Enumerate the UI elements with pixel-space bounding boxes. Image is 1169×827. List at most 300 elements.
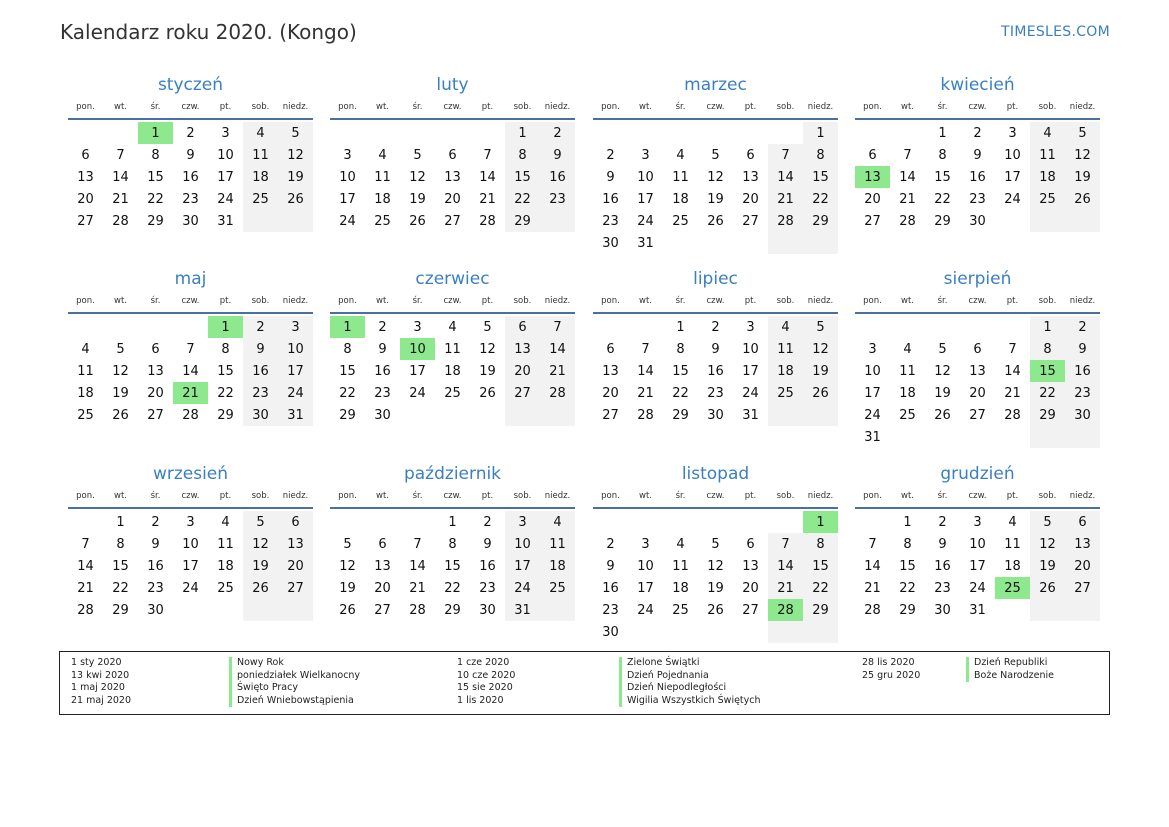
day-cell[interactable]: 9 [606,169,615,185]
day-cell[interactable]: 9 [938,536,947,552]
day-cell[interactable]: 22 [899,580,916,596]
day-cell[interactable]: 8 [676,341,685,357]
day-cell[interactable]: 19 [1030,555,1065,577]
day-cell[interactable]: 29 [672,407,689,423]
day-cell[interactable]: 26 [339,602,356,618]
day-cell[interactable]: 24 [339,213,356,229]
day-cell[interactable]: 4 [1030,122,1065,144]
day-cell[interactable]: 17 [864,385,881,401]
day-cell[interactable]: 16 [243,360,278,382]
day-cell[interactable]: 17 [505,555,540,577]
day-cell[interactable]: 8 [803,144,838,166]
day-cell[interactable]: 7 [768,144,803,166]
day-cell[interactable]: 6 [151,341,160,357]
day-cell[interactable]: 11 [217,536,234,552]
day-cell[interactable]: 16 [602,191,619,207]
day-cell[interactable]: 12 [803,338,838,360]
day-cell[interactable]: 19 [934,385,951,401]
day-cell[interactable]: 8 [343,341,352,357]
day-cell[interactable]: 23 [602,602,619,618]
day-cell[interactable]: 12 [243,533,278,555]
day-cell[interactable]: 11 [77,363,94,379]
day-cell[interactable]: 13 [77,169,94,185]
day-cell[interactable]: 29 [934,213,951,229]
day-cell[interactable]: 28 [899,213,916,229]
day-cell[interactable]: 16 [374,363,391,379]
day-cell[interactable]: 7 [1008,341,1017,357]
day-cell[interactable]: 3 [343,147,352,163]
day-cell[interactable]: 28 [768,210,803,232]
day-cell[interactable]: 25 [995,577,1030,599]
day-cell[interactable]: 4 [221,514,230,530]
day-cell[interactable]: 11 [672,558,689,574]
day-cell[interactable]: 27 [969,407,986,423]
day-cell[interactable]: 27 [278,577,313,599]
day-cell[interactable]: 5 [1030,511,1065,533]
day-cell[interactable]: 10 [637,558,654,574]
day-cell[interactable]: 26 [934,407,951,423]
day-cell[interactable]: 7 [186,341,195,357]
day-cell[interactable]: 30 [934,602,951,618]
day-cell[interactable]: 3 [641,147,650,163]
day-cell[interactable]: 5 [243,511,278,533]
day-cell[interactable]: 10 [864,363,881,379]
day-cell[interactable]: 31 [637,235,654,251]
day-cell[interactable]: 1 [938,125,947,141]
day-cell[interactable]: 7 [540,316,575,338]
day-cell[interactable]: 14 [899,169,916,185]
day-cell[interactable]: 6 [448,147,457,163]
day-cell[interactable]: 28 [77,602,94,618]
day-cell[interactable]: 3 [221,125,230,141]
day-cell[interactable]: 18 [77,385,94,401]
day-cell[interactable]: 8 [803,533,838,555]
day-cell[interactable]: 18 [768,360,803,382]
day-cell[interactable]: 1 [803,122,838,144]
day-cell[interactable]: 31 [742,407,759,423]
day-cell[interactable]: 21 [540,360,575,382]
day-cell[interactable]: 19 [278,166,313,188]
day-cell[interactable]: 15 [803,555,838,577]
day-cell[interactable]: 3 [278,316,313,338]
day-cell[interactable]: 10 [217,147,234,163]
day-cell[interactable]: 23 [147,580,164,596]
day-cell[interactable]: 8 [505,144,540,166]
day-cell[interactable]: 5 [278,122,313,144]
day-cell[interactable]: 28 [112,213,129,229]
day-cell[interactable]: 20 [1065,555,1100,577]
day-cell[interactable]: 7 [483,147,492,163]
day-cell[interactable]: 11 [243,144,278,166]
day-cell[interactable]: 12 [278,144,313,166]
day-cell[interactable]: 2 [1065,316,1100,338]
day-cell[interactable]: 23 [182,191,199,207]
day-cell[interactable]: 4 [1008,514,1017,530]
day-cell[interactable]: 20 [969,385,986,401]
day-cell[interactable]: 25 [672,602,689,618]
day-cell[interactable]: 23 [479,580,496,596]
day-cell[interactable]: 12 [112,363,129,379]
day-cell[interactable]: 1 [1030,316,1065,338]
day-cell[interactable]: 23 [243,382,278,404]
day-cell[interactable]: 18 [374,191,391,207]
day-cell[interactable]: 10 [637,169,654,185]
day-cell[interactable]: 14 [540,338,575,360]
day-cell[interactable]: 7 [903,147,912,163]
day-cell[interactable]: 27 [77,213,94,229]
day-cell[interactable]: 25 [243,188,278,210]
day-cell[interactable]: 17 [637,580,654,596]
day-cell[interactable]: 9 [973,147,982,163]
day-cell[interactable]: 20 [374,580,391,596]
day-cell[interactable]: 6 [746,536,755,552]
day-cell[interactable]: 6 [973,341,982,357]
day-cell[interactable]: 17 [637,191,654,207]
day-cell[interactable]: 9 [483,536,492,552]
day-cell[interactable]: 14 [768,555,803,577]
day-cell[interactable]: 19 [803,360,838,382]
day-cell[interactable]: 22 [803,188,838,210]
day-cell[interactable]: 1 [330,316,365,338]
day-cell[interactable]: 15 [147,169,164,185]
day-cell[interactable]: 26 [1030,577,1065,599]
day-cell[interactable]: 4 [243,122,278,144]
day-cell[interactable]: 13 [444,169,461,185]
day-cell[interactable]: 21 [899,191,916,207]
day-cell[interactable]: 15 [217,363,234,379]
day-cell[interactable]: 11 [672,169,689,185]
day-cell[interactable]: 15 [672,363,689,379]
day-cell[interactable]: 9 [711,341,720,357]
day-cell[interactable]: 27 [444,213,461,229]
day-cell[interactable]: 10 [400,338,435,360]
day-cell[interactable]: 27 [602,407,619,423]
day-cell[interactable]: 16 [707,363,724,379]
day-cell[interactable]: 24 [217,191,234,207]
day-cell[interactable]: 2 [606,147,615,163]
day-cell[interactable]: 31 [969,602,986,618]
day-cell[interactable]: 27 [1065,577,1100,599]
day-cell[interactable]: 4 [81,341,90,357]
day-cell[interactable]: 8 [448,536,457,552]
day-cell[interactable]: 13 [602,363,619,379]
day-cell[interactable]: 4 [378,147,387,163]
day-cell[interactable]: 20 [602,385,619,401]
day-cell[interactable]: 27 [742,602,759,618]
day-cell[interactable]: 19 [243,555,278,577]
day-cell[interactable]: 16 [602,580,619,596]
day-cell[interactable]: 19 [409,191,426,207]
day-cell[interactable]: 16 [1065,360,1100,382]
day-cell[interactable]: 17 [969,558,986,574]
day-cell[interactable]: 26 [409,213,426,229]
day-cell[interactable]: 20 [864,191,881,207]
day-cell[interactable]: 26 [707,602,724,618]
day-cell[interactable]: 21 [768,188,803,210]
day-cell[interactable]: 27 [374,602,391,618]
day-cell[interactable]: 21 [112,191,129,207]
day-cell[interactable]: 18 [1004,558,1021,574]
day-cell[interactable]: 18 [444,363,461,379]
day-cell[interactable]: 24 [637,602,654,618]
day-cell[interactable]: 30 [969,213,986,229]
day-cell[interactable]: 28 [479,213,496,229]
day-cell[interactable]: 28 [1004,407,1021,423]
day-cell[interactable]: 26 [1065,188,1100,210]
day-cell[interactable]: 31 [505,599,540,621]
day-cell[interactable]: 23 [969,191,986,207]
day-cell[interactable]: 15 [934,169,951,185]
day-cell[interactable]: 30 [602,235,619,251]
day-cell[interactable]: 27 [742,213,759,229]
day-cell[interactable]: 29 [505,210,540,232]
day-cell[interactable]: 28 [409,602,426,618]
day-cell[interactable]: 28 [864,602,881,618]
day-cell[interactable]: 22 [672,385,689,401]
day-cell[interactable]: 3 [868,341,877,357]
day-cell[interactable]: 19 [707,191,724,207]
day-cell[interactable]: 25 [77,407,94,423]
day-cell[interactable]: 24 [1004,191,1021,207]
day-cell[interactable]: 16 [479,558,496,574]
day-cell[interactable]: 25 [374,213,391,229]
day-cell[interactable]: 25 [1030,188,1065,210]
day-cell[interactable]: 22 [147,191,164,207]
day-cell[interactable]: 15 [339,363,356,379]
day-cell[interactable]: 25 [899,407,916,423]
day-cell[interactable]: 22 [112,580,129,596]
day-cell[interactable]: 21 [479,191,496,207]
day-cell[interactable]: 19 [479,363,496,379]
day-cell[interactable]: 14 [637,363,654,379]
day-cell[interactable]: 11 [768,338,803,360]
day-cell[interactable]: 15 [899,558,916,574]
day-cell[interactable]: 18 [217,558,234,574]
day-cell[interactable]: 30 [243,404,278,426]
day-cell[interactable]: 9 [186,147,195,163]
day-cell[interactable]: 4 [540,511,575,533]
day-cell[interactable]: 15 [505,166,540,188]
day-cell[interactable]: 31 [864,429,881,445]
day-cell[interactable]: 1 [903,514,912,530]
day-cell[interactable]: 1 [505,122,540,144]
day-cell[interactable]: 27 [147,407,164,423]
day-cell[interactable]: 29 [444,602,461,618]
day-cell[interactable]: 29 [217,407,234,423]
day-cell[interactable]: 10 [505,533,540,555]
day-cell[interactable]: 27 [864,213,881,229]
day-cell[interactable]: 12 [707,558,724,574]
day-cell[interactable]: 2 [186,125,195,141]
day-cell[interactable]: 6 [278,511,313,533]
day-cell[interactable]: 18 [243,166,278,188]
day-cell[interactable]: 2 [483,514,492,530]
day-cell[interactable]: 17 [182,558,199,574]
day-cell[interactable]: 15 [444,558,461,574]
day-cell[interactable]: 21 [77,580,94,596]
day-cell[interactable]: 13 [1065,533,1100,555]
day-cell[interactable]: 28 [637,407,654,423]
day-cell[interactable]: 19 [339,580,356,596]
day-cell[interactable]: 3 [505,511,540,533]
day-cell[interactable]: 8 [151,147,160,163]
day-cell[interactable]: 12 [339,558,356,574]
day-cell[interactable]: 3 [186,514,195,530]
day-cell[interactable]: 13 [505,338,540,360]
day-cell[interactable]: 22 [444,580,461,596]
day-cell[interactable]: 26 [278,188,313,210]
day-cell[interactable]: 16 [969,169,986,185]
day-cell[interactable]: 17 [278,360,313,382]
day-cell[interactable]: 11 [899,363,916,379]
day-cell[interactable]: 23 [602,213,619,229]
day-cell[interactable]: 22 [803,577,838,599]
day-cell[interactable]: 8 [116,536,125,552]
day-cell[interactable]: 28 [768,599,803,621]
day-cell[interactable]: 19 [707,580,724,596]
day-cell[interactable]: 11 [1004,536,1021,552]
day-cell[interactable]: 24 [864,407,881,423]
day-cell[interactable]: 2 [378,319,387,335]
day-cell[interactable]: 17 [339,191,356,207]
day-cell[interactable]: 7 [868,536,877,552]
day-cell[interactable]: 7 [116,147,125,163]
day-cell[interactable]: 10 [278,338,313,360]
day-cell[interactable]: 25 [768,382,803,404]
day-cell[interactable]: 9 [151,536,160,552]
day-cell[interactable]: 20 [278,555,313,577]
day-cell[interactable]: 13 [147,363,164,379]
day-cell[interactable]: 18 [672,580,689,596]
day-cell[interactable]: 13 [855,166,890,188]
day-cell[interactable]: 21 [173,382,208,404]
day-cell[interactable]: 3 [413,319,422,335]
day-cell[interactable]: 2 [151,514,160,530]
day-cell[interactable]: 1 [448,514,457,530]
day-cell[interactable]: 27 [505,382,540,404]
day-cell[interactable]: 5 [1065,122,1100,144]
day-cell[interactable]: 13 [278,533,313,555]
day-cell[interactable]: 18 [1030,166,1065,188]
day-cell[interactable]: 30 [374,407,391,423]
day-cell[interactable]: 12 [1065,144,1100,166]
day-cell[interactable]: 15 [1030,360,1065,382]
day-cell[interactable]: 19 [112,385,129,401]
day-cell[interactable]: 14 [768,166,803,188]
day-cell[interactable]: 25 [540,577,575,599]
day-cell[interactable]: 12 [934,363,951,379]
day-cell[interactable]: 11 [374,169,391,185]
day-cell[interactable]: 18 [540,555,575,577]
day-cell[interactable]: 8 [221,341,230,357]
day-cell[interactable]: 23 [540,188,575,210]
day-cell[interactable]: 4 [903,341,912,357]
day-cell[interactable]: 10 [339,169,356,185]
day-cell[interactable]: 23 [934,580,951,596]
day-cell[interactable]: 11 [1030,144,1065,166]
day-cell[interactable]: 12 [707,169,724,185]
day-cell[interactable]: 4 [448,319,457,335]
day-cell[interactable]: 5 [711,147,720,163]
day-cell[interactable]: 30 [479,602,496,618]
day-cell[interactable]: 5 [711,536,720,552]
day-cell[interactable]: 6 [868,147,877,163]
day-cell[interactable]: 12 [1030,533,1065,555]
day-cell[interactable]: 6 [81,147,90,163]
day-cell[interactable]: 21 [637,385,654,401]
day-cell[interactable]: 8 [938,147,947,163]
day-cell[interactable]: 28 [182,407,199,423]
day-cell[interactable]: 2 [938,514,947,530]
day-cell[interactable]: 14 [479,169,496,185]
day-cell[interactable]: 9 [540,144,575,166]
day-cell[interactable]: 6 [505,316,540,338]
day-cell[interactable]: 24 [409,385,426,401]
day-cell[interactable]: 3 [1008,125,1017,141]
day-cell[interactable]: 30 [1065,404,1100,426]
day-cell[interactable]: 16 [147,558,164,574]
day-cell[interactable]: 14 [864,558,881,574]
day-cell[interactable]: 7 [768,533,803,555]
day-cell[interactable]: 23 [707,385,724,401]
day-cell[interactable]: 5 [483,319,492,335]
day-cell[interactable]: 30 [707,407,724,423]
day-cell[interactable]: 3 [641,536,650,552]
day-cell[interactable]: 24 [278,382,313,404]
day-cell[interactable]: 3 [973,514,982,530]
day-cell[interactable]: 1 [138,122,173,144]
brand-link[interactable]: TIMESLES.COM [1001,24,1110,40]
day-cell[interactable]: 2 [243,316,278,338]
day-cell[interactable]: 1 [208,316,243,338]
day-cell[interactable]: 2 [540,122,575,144]
day-cell[interactable]: 31 [278,404,313,426]
day-cell[interactable]: 16 [182,169,199,185]
day-cell[interactable]: 30 [147,602,164,618]
day-cell[interactable]: 14 [409,558,426,574]
day-cell[interactable]: 20 [444,191,461,207]
day-cell[interactable]: 23 [374,385,391,401]
day-cell[interactable]: 5 [343,536,352,552]
day-cell[interactable]: 17 [217,169,234,185]
day-cell[interactable]: 2 [973,125,982,141]
day-cell[interactable]: 14 [112,169,129,185]
day-cell[interactable]: 30 [182,213,199,229]
day-cell[interactable]: 14 [182,363,199,379]
day-cell[interactable]: 20 [742,191,759,207]
day-cell[interactable]: 16 [540,166,575,188]
day-cell[interactable]: 4 [676,536,685,552]
day-cell[interactable]: 10 [969,536,986,552]
day-cell[interactable]: 7 [641,341,650,357]
day-cell[interactable]: 31 [217,213,234,229]
day-cell[interactable]: 21 [409,580,426,596]
day-cell[interactable]: 5 [116,341,125,357]
day-cell[interactable]: 28 [540,382,575,404]
day-cell[interactable]: 10 [742,341,759,357]
day-cell[interactable]: 26 [803,382,838,404]
day-cell[interactable]: 17 [1004,169,1021,185]
day-cell[interactable]: 6 [746,147,755,163]
day-cell[interactable]: 17 [409,363,426,379]
day-cell[interactable]: 5 [938,341,947,357]
day-cell[interactable]: 13 [374,558,391,574]
day-cell[interactable]: 7 [413,536,422,552]
day-cell[interactable]: 23 [1065,382,1100,404]
day-cell[interactable]: 11 [540,533,575,555]
day-cell[interactable]: 25 [217,580,234,596]
day-cell[interactable]: 26 [707,213,724,229]
